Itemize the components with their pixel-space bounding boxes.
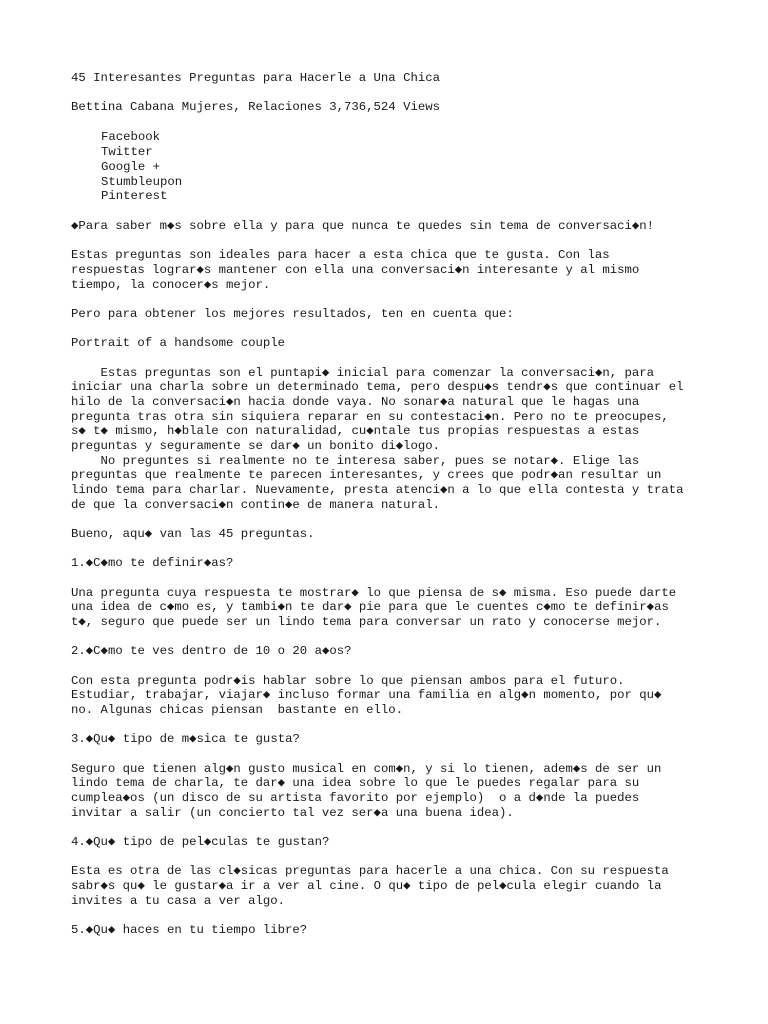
document-title: 45 Interesantes Preguntas para Hacerle a Una Chica xyxy=(71,71,440,85)
social-link-pinterest[interactable]: Pinterest xyxy=(101,189,168,203)
answer-line: Una pregunta cuya respuesta te mostrar◆ lo que piensa de s◆ misma. Eso puede darte xyxy=(71,586,677,600)
answer-line: lindo tema de charla, te dar◆ una idea sobre lo que le puedes regalar para su xyxy=(71,776,640,790)
social-link-twitter[interactable]: Twitter xyxy=(101,145,153,159)
list-intro: Bueno, aqu◆ van las 45 preguntas. xyxy=(71,527,315,541)
body-line: lindo tema para charlar. Nuevamente, presta atenci◆n a lo que ella contesta y trata xyxy=(71,483,684,497)
intro-line: tiempo, la conocer◆s mejor. xyxy=(71,278,271,292)
question-heading: 2.◆C◆mo te ves dentro de 10 o 20 a◆os? xyxy=(71,644,352,658)
body-line: hilo de la conversaci◆n hacia donde vaya. No sonar◆a natural que le hagas una xyxy=(71,395,640,409)
question-heading: 3.◆Qu◆ tipo de m◆sica te gusta? xyxy=(71,732,300,746)
body-line: preguntas que realmente te parecen interesantes, y crees que podr◆an resultar un xyxy=(71,468,662,482)
tagline: ◆Para saber m◆s sobre ella y para que nunca te quedes sin tema de conversaci◆n! xyxy=(71,219,655,233)
question-heading: 1.◆C◆mo te definir◆as? xyxy=(71,556,234,570)
image-caption: Portrait of a handsome couple xyxy=(71,336,286,350)
answer-line: invites a tu casa a ver algo. xyxy=(71,894,286,908)
body-line: No preguntes si realmente no te interesa saber, pues se notar◆. Elige las xyxy=(71,454,640,468)
question-heading: 4.◆Qu◆ tipo de pel◆culas te gustan? xyxy=(71,835,330,849)
answer-line: t◆, seguro que puede ser un lindo tema para conversar un rato y conocerse mejor. xyxy=(71,615,662,629)
body-line: iniciar una charla sobre un determinado tema, pero despu◆s tendr◆s que continuar el xyxy=(71,380,684,394)
answer-line: no. Algunas chicas piensan bastante en ello. xyxy=(71,703,404,717)
answer-line: Seguro que tienen alg◆n gusto musical en com◆n, y si lo tienen, adem◆s de ser un xyxy=(71,762,662,776)
body-line: pregunta tras otra sin siquiera reparar en su contestaci◆n. Pero no te preocupes, xyxy=(71,410,669,424)
social-link-facebook[interactable]: Facebook xyxy=(101,130,161,144)
answer-line: Esta es otra de las cl◆sicas preguntas para hacerle a una chica. Con su respuesta xyxy=(71,864,669,878)
answer-line: Con esta pregunta podr◆is hablar sobre lo que piensan ambos para el futuro. xyxy=(71,674,625,688)
body-line: s◆ t◆ mismo, h◆blale con naturalidad, cu◆ntale tus propias respuestas a estas xyxy=(71,424,640,438)
body-line: preguntas y seguramente se dar◆ un bonito di◆logo. xyxy=(71,439,441,453)
answer-line: cumplea◆os (un disco de su artista favorito por ejemplo) o a d◆nde la puedes xyxy=(71,791,640,805)
byline: Bettina Cabana Mujeres, Relaciones 3,736,524 Views xyxy=(71,100,440,114)
body-line: de que la conversaci◆n contin◆e de manera natural. xyxy=(71,498,441,512)
answer-line: invitar a salir (un concierto tal vez ser◆a una buena idea). xyxy=(71,806,514,820)
intro-line: respuestas lograr◆s mantener con ella una conversaci◆n interesante y al mismo xyxy=(71,263,640,277)
question-heading: 5.◆Qu◆ haces en tu tiempo libre? xyxy=(71,923,308,937)
answer-line: una idea de c◆mo es, y tambi◆n te dar◆ pie para que le cuentes c◆mo te definir◆as xyxy=(71,600,669,614)
tips-lead: Pero para obtener los mejores resultados, ten en cuenta que: xyxy=(71,307,514,321)
body-line: Estas preguntas son el puntapi◆ inicial para comenzar la conversaci◆n, para xyxy=(71,366,655,380)
intro-line: Estas preguntas son ideales para hacer a esta chica que te gusta. Con las xyxy=(71,248,610,262)
answer-line: Estudiar, trabajar, viajar◆ incluso formar una familia en alg◆n momento, por qu◆ xyxy=(71,688,662,702)
social-link-stumbleupon[interactable]: Stumbleupon xyxy=(101,175,183,189)
answer-line: sabr◆s qu◆ le gustar◆a ir a ver al cine. O qu◆ tipo de pel◆cula elegir cuando la xyxy=(71,879,662,893)
social-link-google-plus[interactable]: Google + xyxy=(101,160,161,174)
